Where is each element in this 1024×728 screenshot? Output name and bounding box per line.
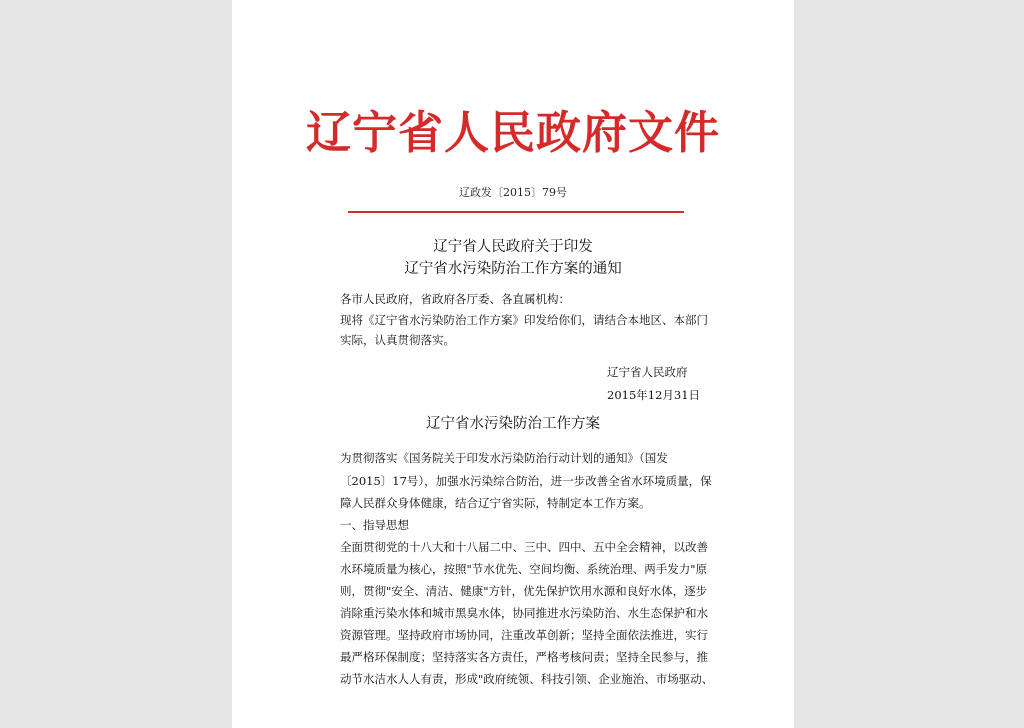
notice-addressee: 各市人民政府，省政府各厅委、各直属机构： <box>340 292 570 306</box>
section-heading: 一、指导思想 <box>340 518 409 532</box>
plan-title: 辽宁省水污染防治工作方案 <box>426 416 600 432</box>
document-number: 辽政发〔2015〕79号 <box>459 186 567 199</box>
notice-title-line-1: 辽宁省人民政府关于印发 <box>433 239 593 255</box>
body-text-line: 障人民群众身体健康，结合辽宁省实际，特制定本工作方案。 <box>340 496 651 510</box>
document-banner: 辽宁省人民政府文件 <box>305 106 720 159</box>
body-text-line: 水环境质量为核心，按照"节水优先、空间均衡、系统治理、两手发力"原 <box>340 562 708 576</box>
red-divider-line <box>348 211 684 213</box>
notice-text-line: 实际，认真贯彻落实。 <box>340 333 455 347</box>
body-text-line: 消除重污染水体和城市黑臭水体，协同推进水污染防治、水生态保护和水 <box>340 606 708 620</box>
body-text-line: 为贯彻落实《国务院关于印发水污染防治行动计划的通知》（国发 <box>340 451 668 465</box>
document-page <box>232 0 794 728</box>
notice-title-line-2: 辽宁省水污染防治工作方案的通知 <box>404 261 622 277</box>
notice-text-line: 现将《辽宁省水污染防治工作方案》印发给你们，请结合本地区、本部门 <box>340 313 708 327</box>
signature-organization: 辽宁省人民政府 <box>607 365 688 379</box>
body-text-line: 〔2015〕17号），加强水污染综合防治，进一步改善全省水环境质量，保 <box>340 474 712 488</box>
body-text-line: 最严格环保制度；坚持落实各方责任，严格考核问责；坚持全民参与，推 <box>340 650 708 664</box>
body-text-line: 则，贯彻"安全、清洁、健康"方针，优先保护饮用水源和良好水体，逐步 <box>340 584 708 598</box>
signature-date: 2015年12月31日 <box>607 388 701 402</box>
body-text-line: 资源管理。坚持政府市场协同，注重改革创新；坚持全面依法推进，实行 <box>340 628 708 642</box>
body-text-line: 动节水洁水人人有责，形成"政府统领、科技引领、企业施治、市场驱动、 <box>340 672 714 686</box>
body-text-line: 全面贯彻党的十八大和十八届二中、三中、四中、五中全会精神，以改善 <box>340 540 708 554</box>
